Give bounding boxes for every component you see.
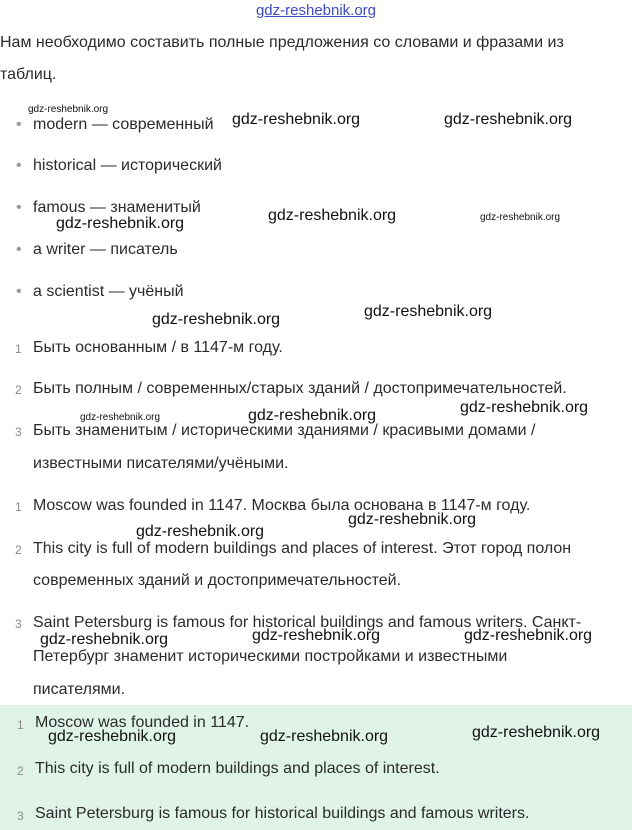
example-item: Saint Petersburg is famous for historical buildings and famous writers. Санкт- (33, 614, 582, 631)
example-number: 3 (15, 617, 22, 631)
answer-item: Moscow was founded in 1147. (35, 714, 250, 731)
watermark: gdz-reshebnik.org (48, 728, 177, 745)
answer-item: Saint Petersburg is famous for historical buildings and famous writers. (35, 805, 530, 822)
watermark: gdz-reshebnik.org (444, 111, 573, 128)
watermark: gdz-reshebnik.org (268, 207, 397, 224)
vocab-item: famous — знаменитый (33, 199, 201, 216)
watermark: gdz-reshebnik.org (364, 303, 493, 320)
vocab-item: modern — современный (33, 116, 214, 133)
watermark: gdz-reshebnik.org (136, 523, 265, 540)
phrase-item: Быть знаменитым / историческими зданиями / красивыми домами / (33, 422, 536, 439)
watermark: gdz-reshebnik.org (464, 627, 593, 644)
vocab-item: a scientist — учёный (33, 283, 184, 300)
bullet-icon: • (16, 157, 22, 174)
site-header-link[interactable]: gdz-reshebnik.org (255, 2, 377, 19)
watermark: gdz-reshebnik.org (460, 399, 589, 416)
example-item: This city is full of modern buildings and places of interest. Этот город полон (33, 540, 572, 557)
watermark: gdz-reshebnik.org (152, 311, 281, 328)
watermark: gdz-reshebnik.org (80, 412, 161, 423)
watermark: gdz-reshebnik.org (56, 215, 185, 232)
example-item-continued: писателями. (33, 681, 126, 698)
answer-number: 1 (17, 718, 24, 732)
example-item-continued: современных зданий и достопримечательностей. (33, 572, 402, 589)
intro-text-line2: таблиц. (0, 66, 57, 83)
watermark: gdz-reshebnik.org (232, 111, 361, 128)
phrase-number: 2 (15, 383, 22, 397)
intro-text-line1: Нам необходимо составить полные предложения со словами и фразами из (0, 34, 564, 51)
example-item: Moscow was founded in 1147. Москва была основана в 1147-м году. (33, 497, 531, 514)
phrase-item: Быть основанным / в 1147-м году. (33, 339, 283, 356)
bullet-icon: • (16, 241, 22, 258)
bullet-icon: • (16, 116, 22, 133)
answer-number: 2 (17, 764, 24, 778)
watermark: gdz-reshebnik.org (28, 104, 109, 115)
vocab-item: a writer — писатель (33, 241, 178, 258)
watermark: gdz-reshebnik.org (248, 407, 377, 424)
example-number: 2 (15, 543, 22, 557)
bullet-icon: • (16, 199, 22, 216)
phrase-number: 1 (15, 342, 22, 356)
watermark: gdz-reshebnik.org (260, 728, 389, 745)
phrase-number: 3 (15, 425, 22, 439)
watermark: gdz-reshebnik.org (348, 511, 477, 528)
answer-number: 3 (17, 809, 24, 823)
watermark: gdz-reshebnik.org (480, 212, 561, 223)
phrase-item: Быть полным / современных/старых зданий / достопримечательностей. (33, 380, 567, 397)
example-number: 1 (15, 500, 22, 514)
vocab-item: historical — исторический (33, 157, 222, 174)
watermark: gdz-reshebnik.org (40, 631, 169, 648)
bullet-icon: • (16, 283, 22, 300)
example-item-continued: Петербург знаменит историческими постройками и известными (33, 648, 508, 665)
watermark: gdz-reshebnik.org (472, 724, 601, 741)
phrase-item-continued: известными писателями/учёными. (33, 455, 289, 472)
answer-item: This city is full of modern buildings and places of interest. (35, 760, 440, 777)
watermark: gdz-reshebnik.org (252, 627, 381, 644)
